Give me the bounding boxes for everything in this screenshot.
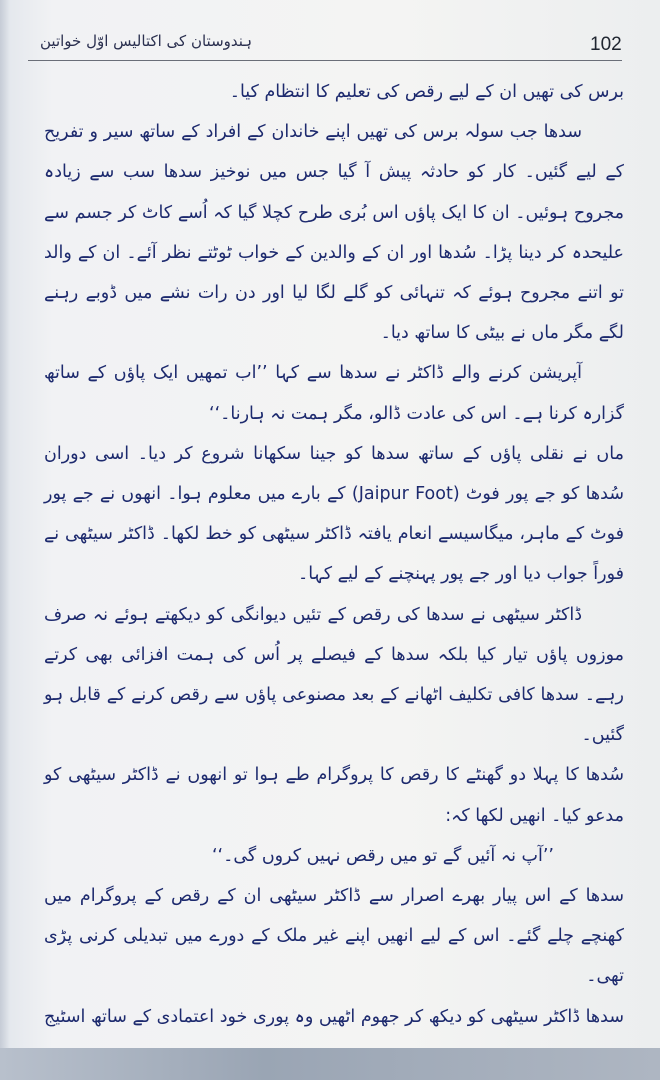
scan-edge-shadow [0,0,10,1080]
paragraph-continuation: برس کی تھیں ان کے لیے رقص کی تعلیم کا انتظام کیا۔ [229,82,624,102]
paragraph-stage: سدھا ڈاکٹر سیٹھی کو دیکھ کر جھوم اٹھیں وہ پوری خود اعتمادی کے ساتھ اسٹیج [44,1006,624,1027]
paragraph-first-program: سُدھا کا پہلا دو گھنٹے کا رقص کا پروگرام طے ہوا تو انھوں نے ڈاکٹر سیٹھی کو مدعو کیا۔ انھیں لکھا کہ: [44,765,624,826]
body-text [44,72,624,1027]
page-number: 102 [590,34,622,55]
header-rule [28,60,622,61]
paragraph-jaipur-foot: ماں نے نقلی پاؤں کے ساتھ سدھا کو جینا سکھانا شروع کر دیا۔ اسی دوران سُدھا کو جے پور فوٹ (Jaipur Foot) کے بارے میں معلوم ہوا۔ انھوں نے جے پور فوٹ کے ماہر، میگاسیسے انعام یافتہ ڈاکٹر سیٹھی کو خط لکھا۔ ڈاکٹر سیٹھی نے فوراً جواب دیا اور جے پور پہنچنے کے لیے کہا۔ [44,443,624,585]
quoted-letter: ’’آپ نہ آئیں گے تو میں رقص نہیں کروں گی۔‘‘ [211,845,554,866]
running-title: ہندوستان کی اکتالیس اوّل خواتین [40,32,253,50]
paragraph-dr-sethi: ڈاکٹر سیٹھی نے سدھا کی رقص کے تئیں دیوانگی کو دیکھتے ہوئے نہ صرف موزوں پاؤں تیار کیا بلکہ سدھا کے فیصلے پر اُس کی ہمت افزائی بھی کرتے رہے۔ سدھا کافی تکلیف اٹھانے کے بعد مصنوعی پاؤں سے رقص کرنے کے قابل ہو گئیں۔ [44,604,624,746]
paragraph-insistence: سدھا کے اس پیار بھرے اصرار سے ڈاکٹر سیٹھی ان کے رقص کے پروگرام میں کھنچے چلے گئے۔ اس کے لیے انھیں اپنے غیر ملک کے دورے میں تبدیلی کرنی پڑی تھی۔ [44,886,624,987]
paragraph-accident: سدھا جب سولہ برس کی تھیں اپنے خاندان کے افراد کے ساتھ سیر و تفریح کے لیے گئیں۔ کار کو حادثہ پیش آ گیا جس میں نوخیز سدھا سب سے زیادہ مجروح ہوئیں۔ ان کا ایک پاؤں اس بُری طرح کچلا گیا کہ اُسے کاٹ کر جسم سے علیحدہ کر دینا پڑا۔ سُدھا اور ان کے والدین کے خواب ٹوٹتے نظر آئے۔ ان کے والد تو اتنے مجروح ہوئے کہ تنہائی کو گلے لگا لیا اور دن رات نشے میں ڈوبے رہنے لگے مگر ماں نے بیٹی کا ساتھ دیا۔ [44,122,624,344]
page-bottom-edge [0,1048,660,1080]
paragraph-doctor-advice: آپریشن کرنے والے ڈاکٹر نے سدھا سے کہا ’’اب تمھیں ایک پاؤں کے ساتھ گزارہ کرنا ہے۔ اس کی عادت ڈالو، مگر ہمت نہ ہارنا۔‘‘ [44,363,624,424]
